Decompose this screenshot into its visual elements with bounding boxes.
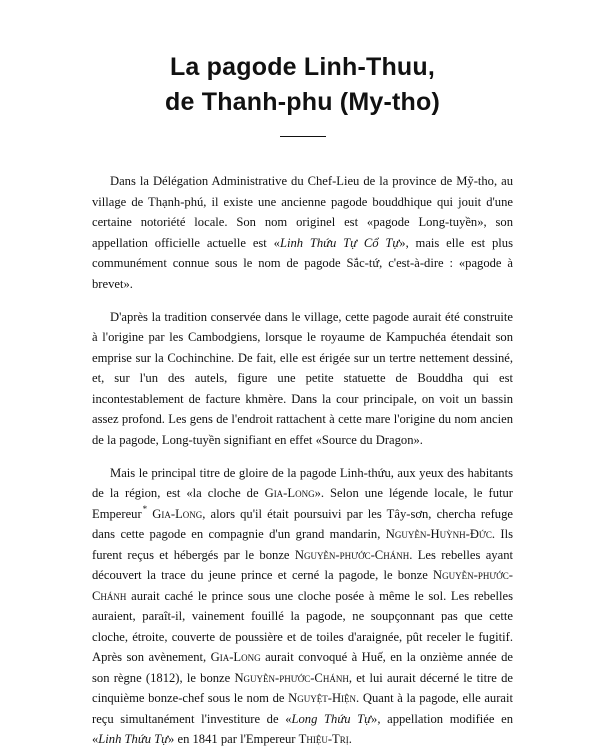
title-line-2: de Thanh-phu (My-tho) xyxy=(165,88,440,116)
name-gia-long: Gia-Long xyxy=(152,506,203,521)
p3-s4: . Ils furent reçus et hébergés par le bonze xyxy=(92,527,514,562)
name-nguyet-hien: Nguyệt-Hiện xyxy=(288,691,357,705)
name-gia-long: Gia-Long xyxy=(210,650,261,664)
p3-s7: aurait convoqué à Huế, en la onzième année de son règne (1812), le bonze xyxy=(92,650,513,685)
p3-s12: . xyxy=(348,732,352,746)
article-body xyxy=(92,171,513,750)
name-nguyen-phuoc-chanh: Nguyễn-phước-Chánh xyxy=(92,568,513,603)
p3-s11: » en 1841 par l'Empereur xyxy=(168,732,299,746)
p3-s3: , alors qu'il était poursuivi par les Tây-sơn, chercha refuge dans cette pagode en compagnie d'un grand mandarin, xyxy=(92,506,513,541)
title-rule xyxy=(280,136,326,137)
name-nguyen-phuoc-chanh: Nguyễn-phước-Chánh xyxy=(234,670,349,685)
name-nguyen-huynh-duc: Nguyễn-Huỳnh-Đức xyxy=(385,527,492,541)
name-gia-long: Gia-Long xyxy=(264,486,315,500)
title-linh-thuu-tu: Linh Thứu Tự xyxy=(98,732,169,746)
p3-s1: Mais le principal titre de gloire de la pagode Linh-thứu, aux yeux des habitants de la région, est «la cloche de xyxy=(92,465,513,500)
p1-tail: », mais elle est plus communément connue sous le nom de pagode Sắc-tứ, c'est-à-dire : «pagode à brevet». xyxy=(92,235,513,291)
p1-text: Dans la Délégation Administrative du Chef-Lieu de la province de Mỹ-tho, au village de Thạnh-phú, il existe une ancienne pagode bouddhique qui jouit d'une certaine notoriété locale. Son nom originel est «pagode Long-tuyền», son appellation officielle actuelle est « xyxy=(92,174,513,250)
title-long-thuu-tu: Long Thứu Tự xyxy=(291,711,372,726)
name-nguyen-phuoc-chanh: Nguyễn-phước-Chánh xyxy=(294,547,410,562)
p3-s6: aurait caché le prince sous une cloche posée à même le sol. Les rebelles auraient, paraît-il, vainement fouillé la pagode, ne soupçonnant pas que cette cloche, étroite, couverte de poussière et de toiles d'araignée, pût receler le fugitif. Après son avènement, xyxy=(92,588,513,664)
p3-s2: ». Selon une légende locale, le futur Empereur xyxy=(92,486,513,521)
title-line-1: La pagode Linh-Thuu, xyxy=(169,53,436,81)
page-title xyxy=(92,0,513,120)
paragraph-3 xyxy=(92,463,513,750)
p3-s10: », appellation modifiée en « xyxy=(92,711,514,746)
p3-s9: . Quant à la pagode, elle aurait reçu simultanément l'investiture de « xyxy=(92,691,513,726)
p1-italic-name: Linh Thứu Tự Cổ Tự xyxy=(279,235,400,250)
paragraph-1 xyxy=(92,171,513,294)
p3-s8: , et lui aurait décerné le titre de cinquième bonze-chef sous le nom de xyxy=(92,670,513,705)
name-thieu-tri: Thiệu-Trị xyxy=(298,732,349,746)
footnote-mark: * xyxy=(142,504,148,515)
paragraph-2: D'après la tradition conservée dans le village, cette pagode aurait été construite à l'origine par les Cambodgiens, lorsque le royaume de Kampuchéa étendait son emprise sur la Cochinchine. De fait, elle est érigée sur un tertre nettement dessiné, et, sur l'un des autels, figure une petite statuette de Bouddha qui est incontestablement de facture khmère. Dans la cour principale, on voit un bassin assez profond. Les gens de l'endroit rattachent à cette mare l'origine du nom ancien de la pagode, Long-tuyền signifiant en effet «Source du Dragon». xyxy=(92,309,513,447)
p3-s5: . Les rebelles ayant découvert la trace du jeune prince et cerné la pagode, le bonze xyxy=(92,547,513,582)
